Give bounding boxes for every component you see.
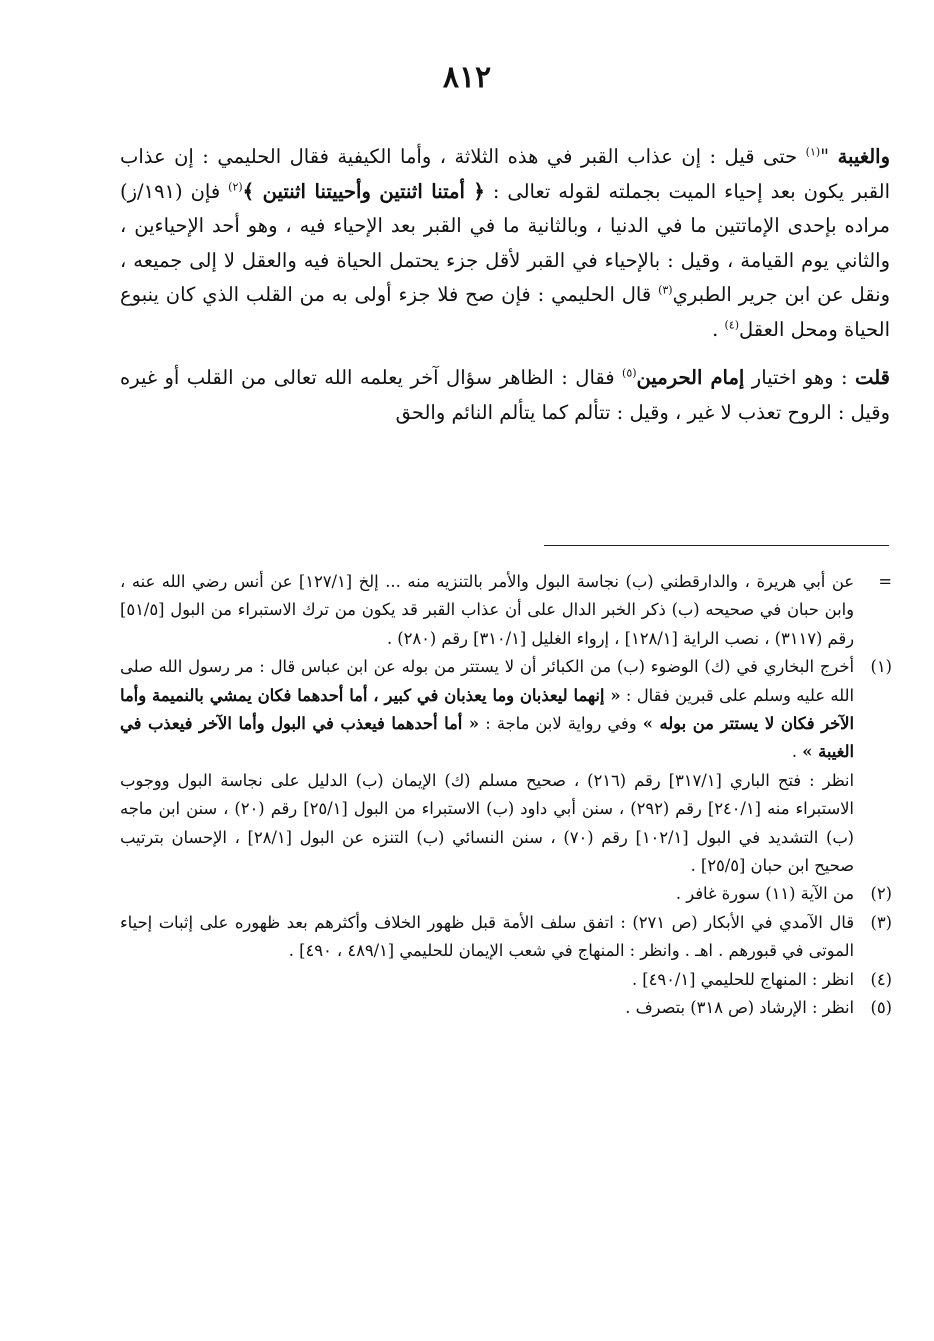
footnote-mark: (٣) <box>870 912 892 932</box>
footnote-ref: (٢) <box>228 180 243 193</box>
scholar-name: إمام الحرمين <box>636 366 745 389</box>
footnote-ref: (٥) <box>622 366 637 380</box>
lead-word: والغيبة <box>837 145 890 168</box>
page-number: ٨١٢ <box>442 60 492 95</box>
footnote-mark: (٥) <box>870 998 892 1018</box>
footnote-3: (٣) قال الآمدي في الأبكار (ص ٢٧١) : اتفق سلف الأمة قبل ظهور الخلاف وأكثرهم بعد ظهوره على إثبات إحياء الموتى في قبورهم . اهـ . وانظر : المنهاج في شعب الإيمان للحليمي [٤٨٩/١ ، ٤٩٠] . <box>120 909 892 966</box>
footnote-5: (٥) انظر : الإرشاد (ص ٣١٨) بتصرف . <box>120 994 892 1022</box>
lead-word: قلت <box>855 366 890 389</box>
footnote-mark: (١) <box>870 657 892 677</box>
hadith-quote: « أما أحدهما فيعذب في البول وأما الآخر فيعذب في الغيبة » <box>120 714 854 762</box>
paragraph-1: والغيبة "$^{(١)}$ حتى قيل : إن عذاب القبر في هذه الثلاثة ، وأما الكيفية فقال الحليمي : إن عذاب القبر يكون بعد إحياء الميت بجملته لقوله تعالى : ﴿ أمتنا اثنتين وأحييتنا اثنتين ﴾$^{(٢)}$ فإن (١٩١/ز) مراده بإحدى الإماتتين ما في الدنيا ، وبالثانية ما في القبر بعد الإحياء فيه ، وهو أحد الإحياءين ، والثاني يوم القيامة ، وقيل : بالإحياء في القبر لأقل جزء يحتمل الحياة فيه والعقل لا إلى جميعه ، ونقل عن ابن جرير الطبري$^{(٣)}$ قال الحليمي : فإن صح فلا جزء أولى به من القلب الذي كان ينبوع الحياة ومحل العقل$^{(٤)}$ . <box>120 145 891 341</box>
footnotes <box>120 568 892 1023</box>
footnote-ref: (١) <box>805 145 821 159</box>
footnote-mark: (٤) <box>870 969 892 989</box>
footnote-2: (٢) من الآية (١١) سورة غافر . <box>120 880 892 908</box>
main-text <box>120 140 890 430</box>
paragraph-2: قلت : وهو اختيار إمام الحرمين$^{(٥)}$ فقال : الظاهر سؤال آخر يعلمه الله تعالى من القلب أو غيره وقيل : الروح تعذب لا غير ، وقيل : تتألم كما يتألم النائم والحق <box>120 366 890 424</box>
footnote-mark: (٢) <box>870 884 892 904</box>
footnote-ref: (٣) <box>658 283 673 297</box>
hadith-quote: « إنهما ليعذبان وما يعذبان في كبير ، أما أحدهما فكان يمشي بالنميمة وأما الآخر فكان لا يستتر من بوله » <box>120 685 854 734</box>
footnote-ref: (٤) <box>724 318 739 331</box>
footnote-continuation: = عن أبي هريرة ، والدارقطني (ب) نجاسة البول والأمر بالتنزيه منه ... إلخ [١٢٧/١] عن أنس رضي الله عنه ، وابن حبان في صحيحه (ب) ذكر الخبر الدال على أن عذاب القبر قد يكون من ترك الاستبراء من البول [٥١/٥] رقم (٣١١٧) ، نصب الراية [١٢٨/١] ، إرواء الغليل [٣١٠/١] رقم (٢٨٠) . <box>120 568 892 653</box>
footnote-1-references: انظر : فتح الباري [٣١٧/١] رقم (٢١٦) ، صحيح مسلم (ك) الإيمان (ب) الدليل على نجاسة البول ووجوب الاستبراء منه [٢٤٠/١] رقم (٢٩٢) ، سنن أبي داود (ب) الاستبراء من البول [٢٥/١] رقم (٢٠) ، سنن ابن ماجه (ب) التشديد في البول [١٠٢/١] رقم (٧٠) ، سنن النسائي (ب) التنزه عن البول [٢٨/١] ، الإحسان بترتيب صحيح ابن حبان [٢٥/٥] . <box>120 770 854 876</box>
footnote-1: (١) أخرج البخاري في (ك) الوضوء (ب) من الكبائر أن لا يستتر من بوله عن ابن عباس قال : مر رسول الله صلى الله عليه وسلم على قبرين فقال : « إنهما ليعذبان وما يعذبان في كبير ، أما أحدهما فكان يمشي بالنميمة وأما الآخر فكان لا يستتر من بوله » وفي رواية لابن ماجة : « أما أحدهما فيعذب في البول وأما الآخر فيعذب في الغيبة » . انظر : فتح الباري [٣١٧/١] رقم (٢١٦) ، صحيح مسلم (ك) الإيمان (ب) الدليل على نجاسة البول ووجوب الاستبراء منه [٢٤٠/١] رقم (٢٩٢) ، سنن أبي داود (ب) الاستبراء من البول [٢٥/١] رقم (٢٠) ، سنن ابن ماجه (ب) التشديد في البول [١٠٢/١] رقم (٧٠) ، سنن النسائي (ب) التنزه عن البول [٢٨/١] ، الإحسان بترتيب صحيح ابن حبان [٢٥/٥] . <box>120 653 892 880</box>
footnote-mark: = <box>878 572 892 591</box>
quran-verse: ﴿ أمتنا اثنتين وأحييتنا اثنتين ﴾ <box>242 179 485 203</box>
footnote-divider <box>544 545 889 546</box>
footnote-4: (٤) انظر : المنهاج للحليمي [٤٩٠/١] . <box>120 966 892 994</box>
